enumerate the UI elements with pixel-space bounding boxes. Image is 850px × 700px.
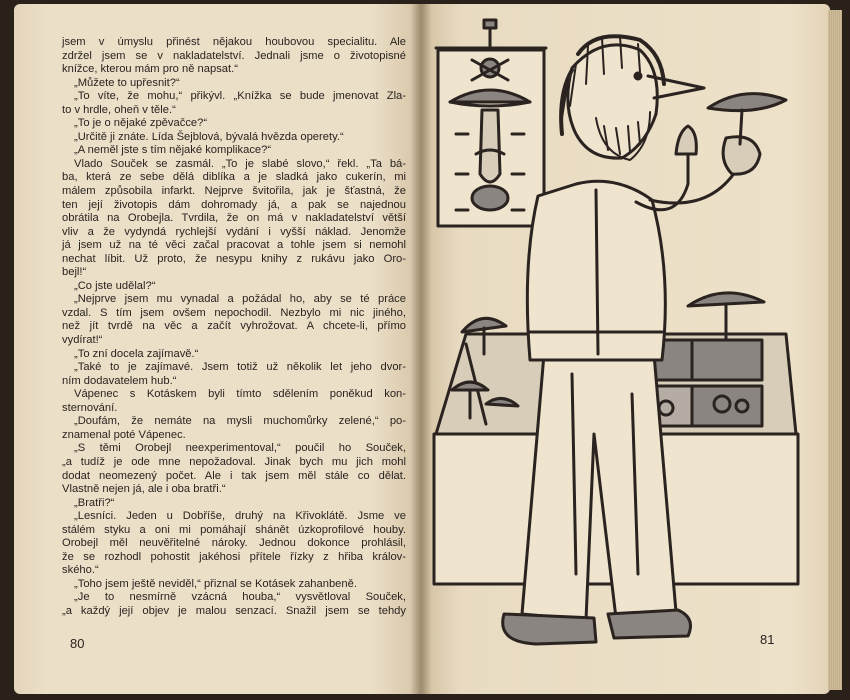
text-line: „Bratři?“: [74, 496, 115, 509]
text-line: „Lesníci. Jeden u Dobříše, druhý na Křivoklátě. Jsme ve: [74, 510, 406, 523]
text-line: „a každý její objev je malou senzací. Snažil jsem se tehdy: [62, 604, 406, 617]
text-line: ten její životopis dám dohromady já, a pak se najednou: [62, 198, 406, 211]
text-line: bejl!“: [62, 266, 87, 279]
text-line: „Toho jsem ještě neviděl,“ přiznal se Kotásek zahanbeně.: [74, 577, 357, 590]
text-line: dodat neomezený počet. Ale i tak jsem měl stále co dělat.: [62, 469, 406, 482]
text-line: knížce, kterou mám pro ně napsat.“: [62, 63, 238, 76]
page-edges: [828, 10, 842, 690]
text-line: „To víte, že mohu,“ přikývl. „Knížka se bude jmenovat Zla-: [74, 90, 406, 103]
text-line: než jít tvrdě na věc a začít vyhrožovat. A chcete-li, přímo: [62, 320, 406, 333]
text-line: málem způsobila infarkt. Nejprve švitořila, jak je šťastná, že: [62, 185, 406, 198]
text-line: „Doufám, že nemáte na mysli muchomůrky zelené,“ po-: [74, 415, 406, 428]
text-line: znamenal poté Vápenec.: [62, 428, 186, 441]
text-line: vydírat!“: [62, 334, 103, 347]
text-line: „a tudíž je ode mne nepožadoval. Jinak bych mu jich mohl: [62, 455, 406, 468]
text-line: „A neměl jste s tím nějaké komplikace?“: [74, 144, 272, 157]
text-line: ba, která ze sebe dělá diblíka a je sladká jako cukerín, mi: [62, 171, 406, 184]
left-page-text: [62, 36, 406, 619]
text-line: sternování.: [62, 401, 118, 414]
text-line: ského.“: [62, 564, 99, 577]
text-line: zdržel jsem se v nakladatelství. Jednali jsme o životopisné: [62, 49, 406, 62]
text-line: „Nejprve jsem mu vynadal a požádal ho, aby se té práce: [74, 293, 406, 306]
text-line: Vlado Souček se zasmál. „To je slabé slovo,“ řekl. „Ta bá-: [74, 157, 406, 170]
text-line: „To zní docela zajímavě.“: [74, 347, 199, 360]
text-line: vzdal. S tím jsem ovšem nepochodil. Nezbylo mi nic jiného,: [62, 306, 406, 319]
text-line: Vlastně nejen já, ale i oba bratři.“: [62, 483, 226, 496]
text-line: stálém styku a oni mi pomáhají shánět úzkoprofilové houby.: [62, 523, 406, 536]
text-line: „Také to je zajímavé. Jsem totiž už několik let jeho dvor-: [74, 361, 406, 374]
text-line: jsem v úmyslu přinést nějakou houbovou specialitu. Ale: [62, 36, 406, 48]
text-line: ním dodavatelem hub.“: [62, 374, 177, 387]
text-line: „Určitě ji znáte. Lída Šejblová, bývalá hvězda operety.“: [74, 130, 344, 143]
text-line: „To je o nějaké zpěvačce?“: [74, 117, 208, 130]
mushroom-man-illustration: [426, 14, 826, 654]
text-line: Orobejl měl neuvěřitelné nároky. Jednou dokonce prohlásil,: [62, 537, 406, 550]
text-line: vliv a že vydyndá rychlejší vydání i vyšší náklad. Jenomže: [62, 225, 406, 238]
mushroom-poster: [436, 20, 546, 226]
page-number-left: 80: [70, 636, 85, 651]
page-number-right: 81: [760, 632, 775, 647]
text-line: nechat líbit. Už proto, že nesypu knihy z rukávu jako Oro-: [62, 252, 406, 265]
text-line: „S těmi Orobejl neexperimentoval,“ poučil ho Souček,: [74, 442, 406, 455]
text-line: „Je to nesmírně vzácná houba,“ vysvětloval Souček,: [74, 591, 406, 604]
text-line: to v hrdle, oheň v těle.“: [62, 103, 176, 116]
text-line: „Co jste udělal?“: [74, 279, 156, 292]
text-line: já jsem už na té věci začal pracovat a tohle jsem si nemohl: [62, 239, 406, 252]
text-line: že se rozhodl pohostit jakéhosi přítele řízky z hřiba králov-: [62, 550, 406, 563]
text-line: „Můžete to upřesnit?“: [74, 76, 180, 89]
text-line: obrátila na Orobejla. Tvrdila, že on má v nakladatelství větší: [62, 212, 406, 225]
text-line: Vápenec s Kotáskem byli tímto sdělením poněkud kon-: [74, 388, 406, 401]
